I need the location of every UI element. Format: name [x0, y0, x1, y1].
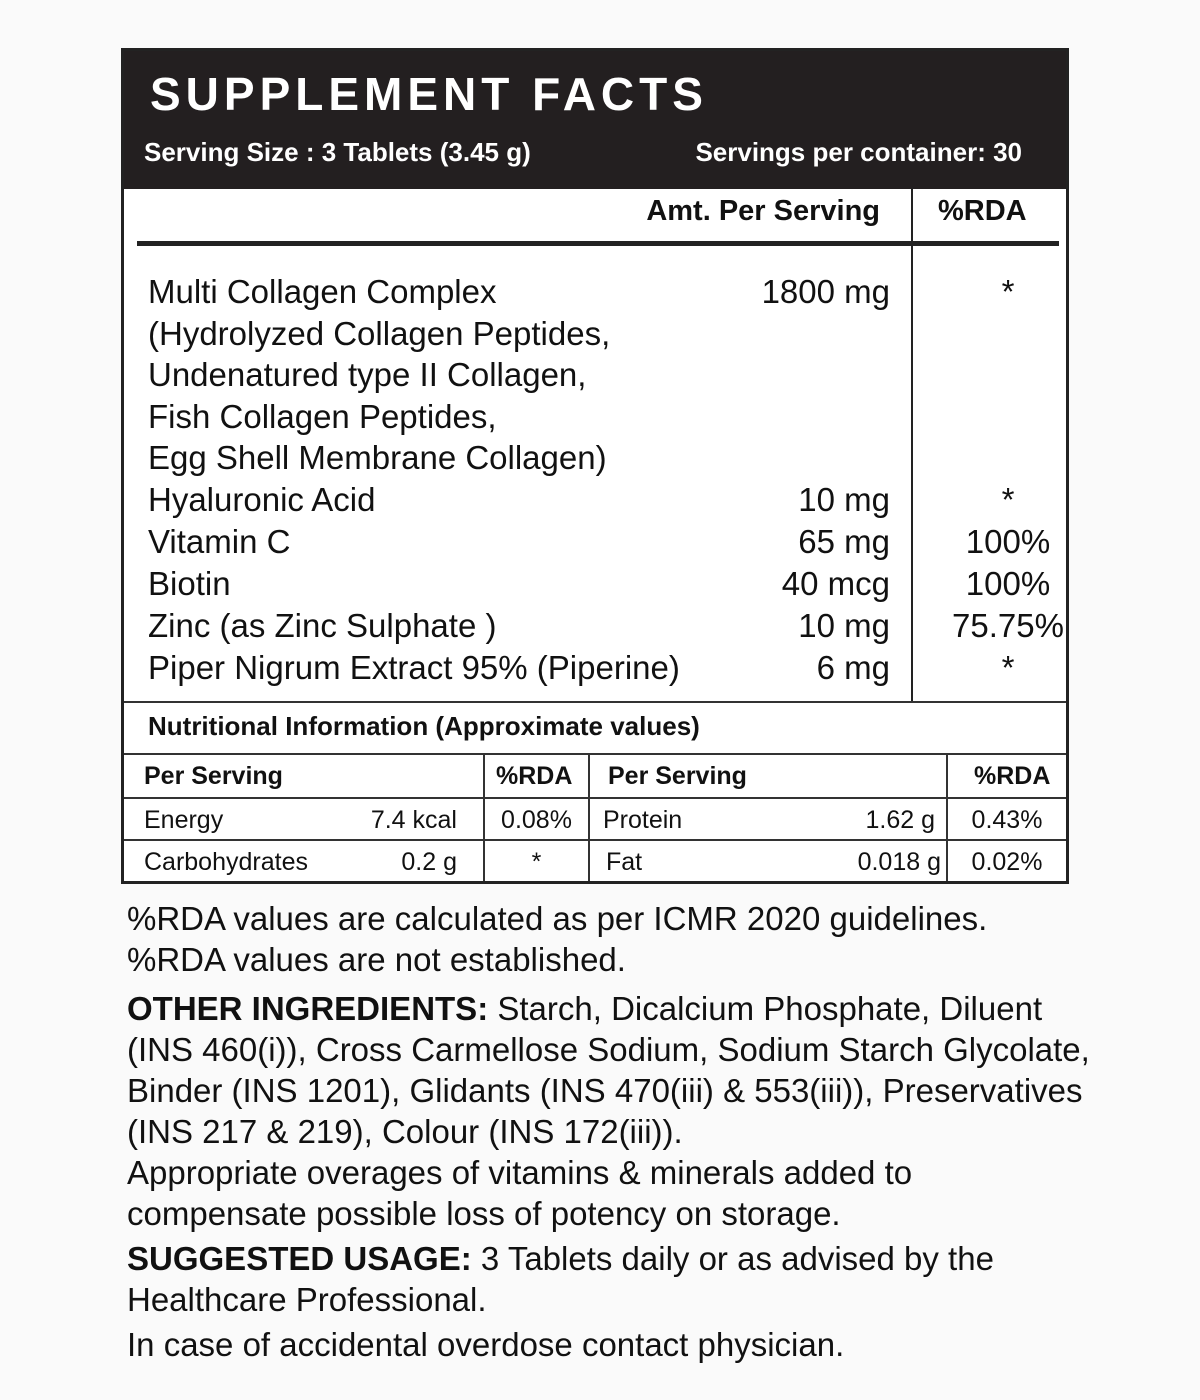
- ingredient-amount: 65 mg: [798, 523, 890, 560]
- ingredient-name: Multi Collagen Complex: [148, 273, 497, 310]
- overages-note: Appropriate overages of vitamins & minerals added to compensate possible loss of potency on storage.: [127, 1154, 913, 1232]
- nutrition-table: [124, 753, 1066, 881]
- nutrient-name: Energy: [144, 806, 224, 834]
- table-header-rda: %RDA: [496, 762, 573, 790]
- nutrient-rda: 0.43%: [971, 806, 1043, 834]
- ingredient-rda: *: [1001, 649, 1015, 686]
- nutrient-name: Carbohydrates: [144, 848, 308, 876]
- serving-size: Serving Size : 3 Tablets (3.45 g): [144, 137, 531, 167]
- rda-note: %RDA values are calculated as per ICMR 2020 guidelines.: [127, 900, 988, 937]
- nutrient-name: Protein: [603, 806, 683, 834]
- table-rule: [124, 839, 1066, 841]
- table-rule: [124, 753, 1066, 755]
- header-divider: [137, 241, 1059, 246]
- other-ingredients-label: OTHER INGREDIENTS:: [127, 990, 489, 1027]
- supplement-facts-panel: [121, 48, 1069, 884]
- ingredient-amount: 40 mcg: [781, 565, 890, 602]
- overdose-note: In case of accidental overdose contact physician.: [127, 1326, 845, 1363]
- ingredient-row: [148, 271, 1066, 313]
- rda-note: %RDA values are not established.: [127, 941, 626, 978]
- ingredient-row: [148, 396, 1066, 438]
- rda-column-header: %RDA: [938, 195, 1027, 227]
- ingredient-amount: 10 mg: [798, 607, 890, 644]
- nutrient-value: 7.4 kcal: [370, 806, 457, 834]
- ingredient-row: [148, 437, 1066, 479]
- table-header-per-serving: Per Serving: [144, 762, 283, 790]
- suggested-usage-text: 3 Tablets daily or as advised by the Healthcare Professional.: [127, 1240, 994, 1318]
- other-ingredients: [127, 988, 1097, 1152]
- ingredient-amount: 6 mg: [816, 649, 890, 686]
- ingredient-rda: *: [1001, 481, 1015, 518]
- label-notes: [127, 898, 1097, 1365]
- nutrition-title: Nutritional Information (Approximate values): [148, 711, 700, 741]
- other-ingredients-text: Starch, Dicalcium Phosphate, Diluent (INS 460(i)), Cross Carmellose Sodium, Sodium Starch Glycolate, Binder (INS 1201), Glidants (INS 470(iii) & 553(iii)), Preservatives (INS 217 & 219), Colour (INS 172(iii)).: [127, 990, 1090, 1150]
- table-column-divider: [588, 753, 590, 881]
- ingredient-amount: 10 mg: [798, 481, 890, 518]
- table-header-rda: %RDA: [974, 762, 1051, 790]
- ingredient-row: [148, 313, 1066, 355]
- ingredient-rda: 100%: [965, 523, 1051, 560]
- section-divider: [124, 701, 1066, 703]
- ingredient-rda: 100%: [965, 565, 1051, 602]
- ingredient-row: [148, 521, 1066, 563]
- suggested-usage-label: SUGGESTED USAGE:: [127, 1240, 472, 1277]
- amount-column-header: Amt. Per Serving: [646, 195, 880, 227]
- ingredient-rda: *: [1001, 273, 1015, 310]
- nutrient-value: 0.2 g: [401, 848, 457, 876]
- ingredient-row: [148, 479, 1066, 521]
- ingredient-name: Egg Shell Membrane Collagen): [148, 439, 607, 476]
- table-rule: [124, 797, 1066, 799]
- table-header-per-serving: Per Serving: [608, 762, 747, 790]
- suggested-usage: [127, 1238, 1097, 1320]
- ingredient-row: [148, 563, 1066, 605]
- ingredient-row: [148, 354, 1066, 396]
- ingredient-name: (Hydrolyzed Collagen Peptides,: [148, 315, 611, 352]
- nutrient-name: Fat: [606, 848, 643, 876]
- page-title: SUPPLEMENT FACTS: [150, 68, 708, 120]
- ingredient-rda: 75.75%: [952, 607, 1064, 644]
- nutrient-value: 1.62 g: [865, 806, 935, 834]
- ingredient-amount: 1800 mg: [761, 273, 890, 310]
- ingredient-name: Hyaluronic Acid: [148, 481, 376, 518]
- ingredient-name: Fish Collagen Peptides,: [148, 398, 497, 435]
- ingredient-name: Biotin: [148, 565, 231, 602]
- nutrient-rda: 0.02%: [971, 848, 1043, 876]
- nutrient-rda: 0.08%: [501, 806, 572, 834]
- nutrient-rda: *: [531, 848, 542, 876]
- ingredient-name: Undenatured type II Collagen,: [148, 356, 587, 393]
- nutrient-value: 0.018 g: [857, 848, 941, 876]
- servings-per-container: Servings per container: 30: [695, 137, 1022, 167]
- ingredient-row: [148, 605, 1066, 647]
- ingredient-row: [148, 647, 1066, 689]
- ingredient-name: Piper Nigrum Extract 95% (Piperine): [148, 649, 680, 686]
- ingredient-name: Zinc (as Zinc Sulphate ): [148, 607, 497, 644]
- ingredient-name: Vitamin C: [148, 523, 291, 560]
- facts-header: [124, 51, 1066, 189]
